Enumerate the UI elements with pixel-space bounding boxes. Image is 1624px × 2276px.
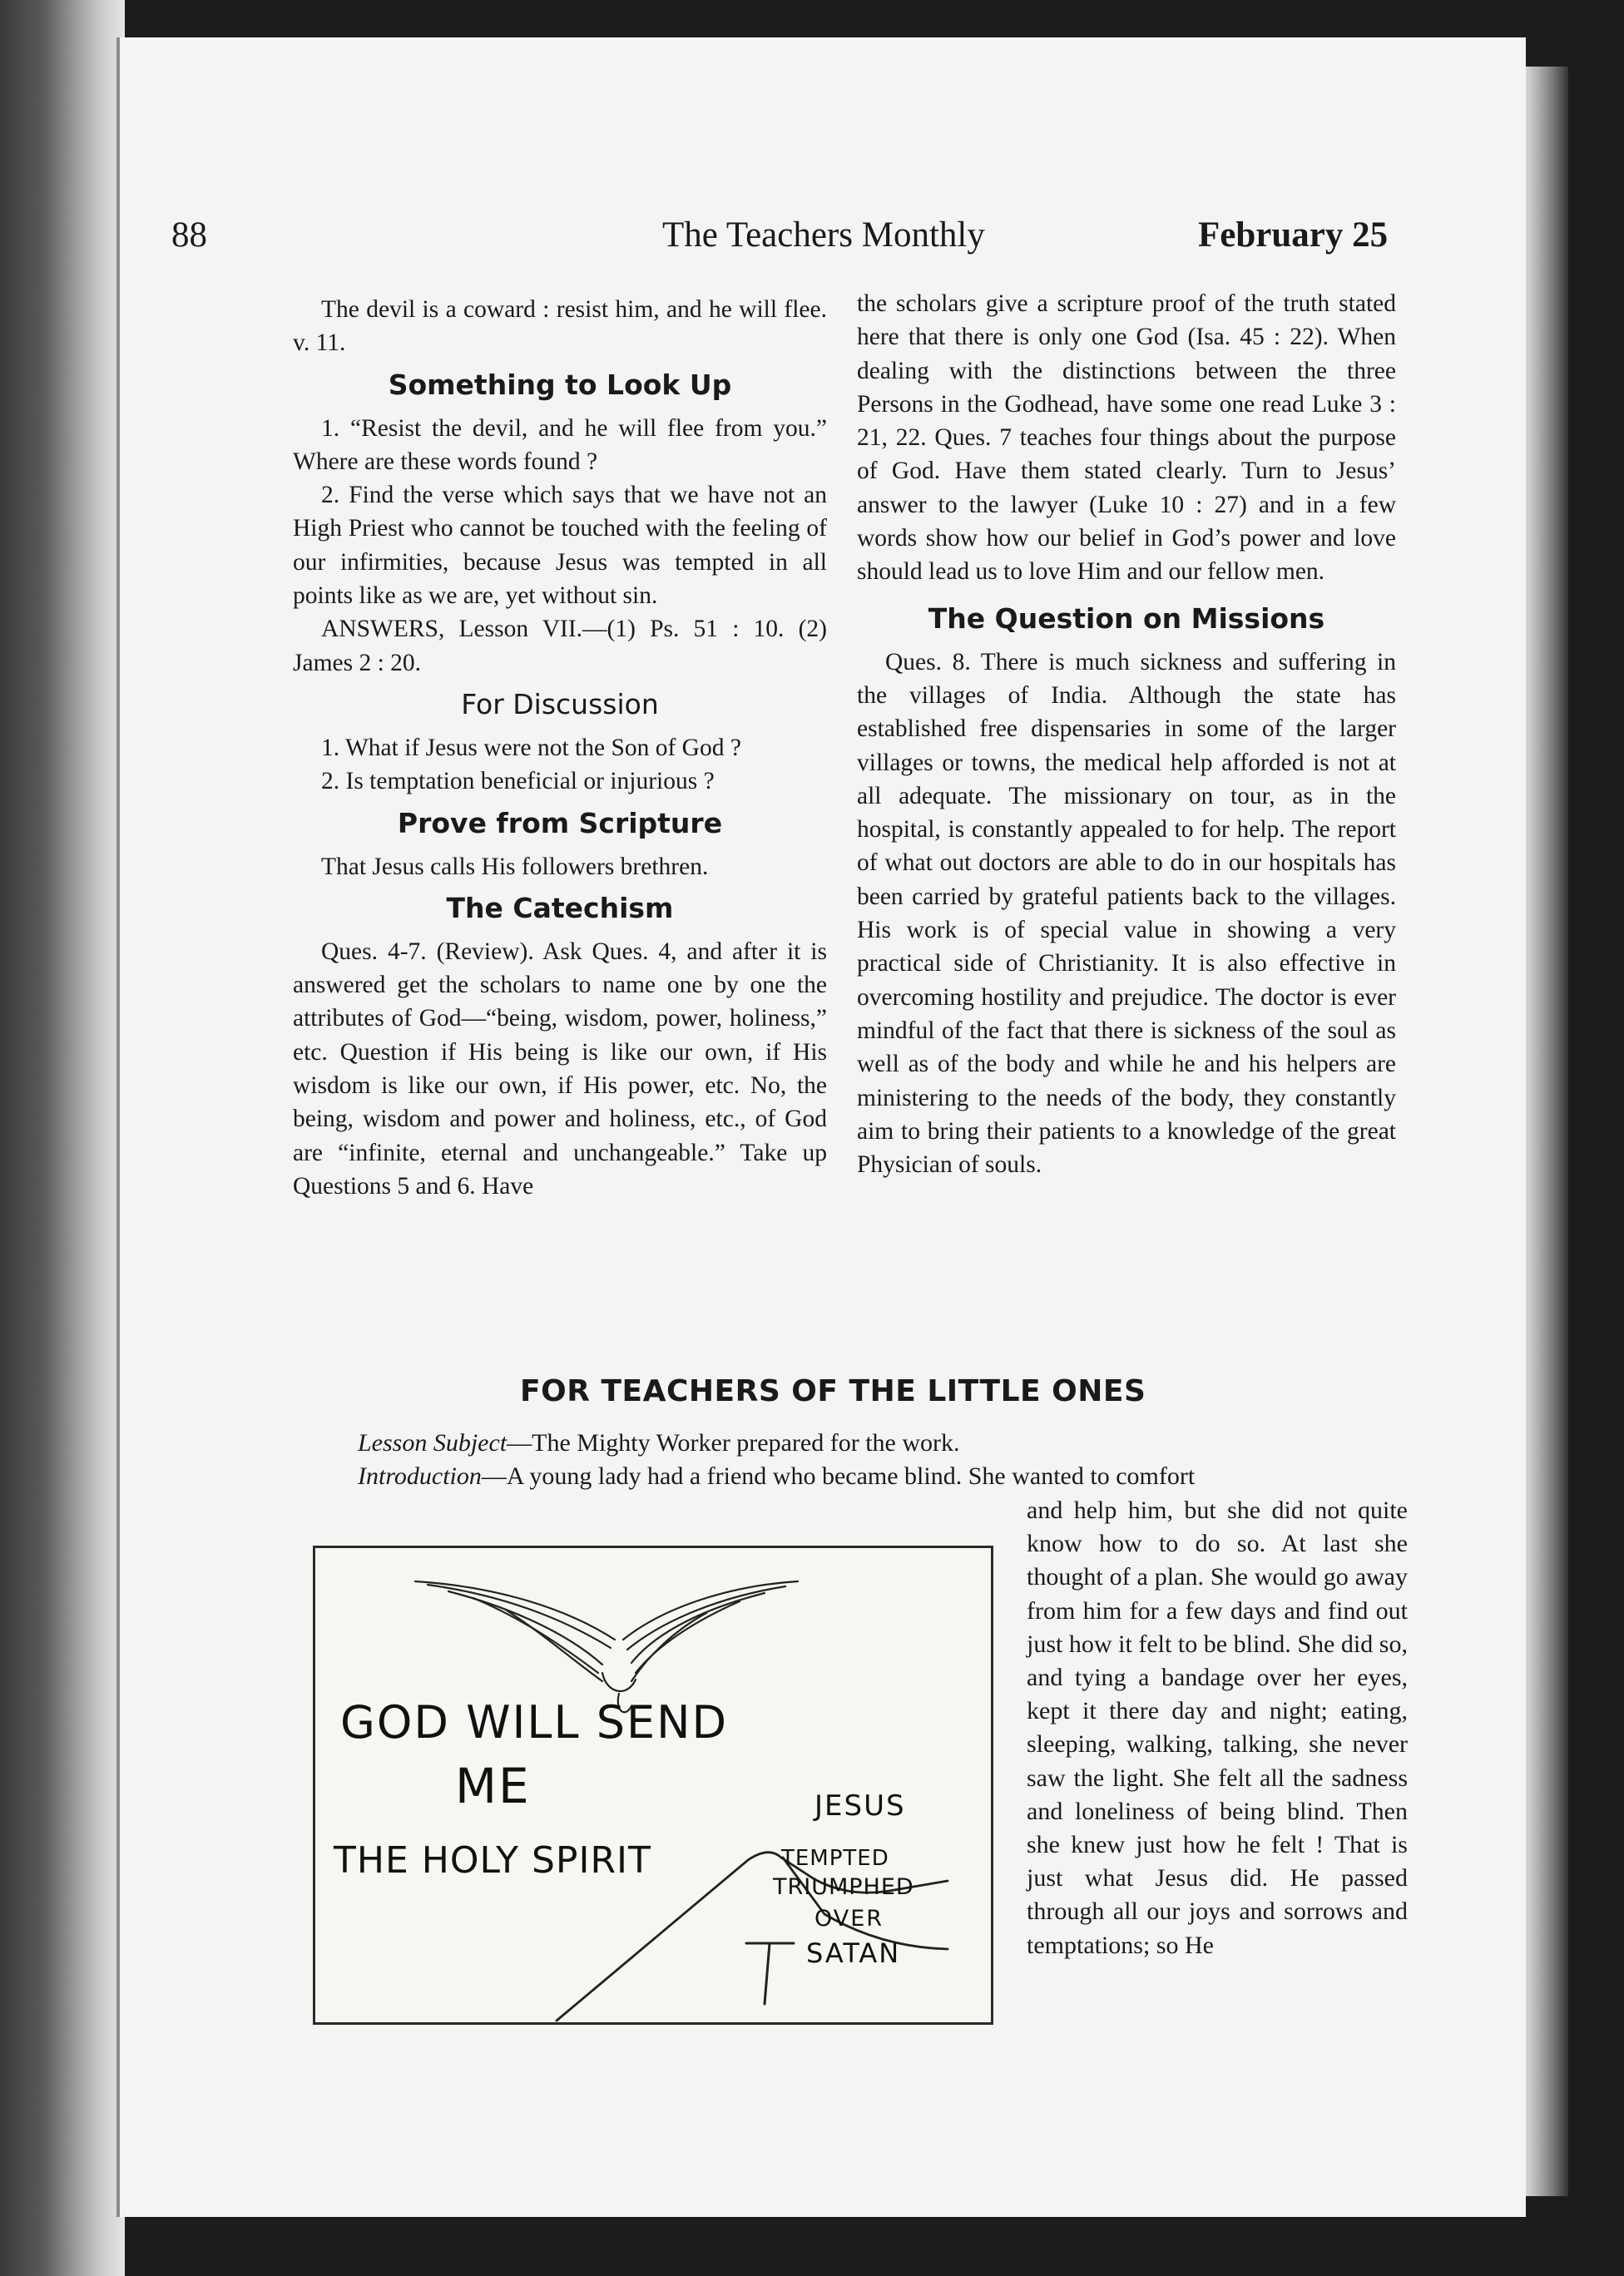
blackboard-drawing bbox=[313, 1546, 993, 2025]
drawing-jesus-label: JESUS bbox=[814, 1789, 906, 1823]
look-up-question-1: 1. “Resist the devil, and he will flee from you.” Where are these words found ? bbox=[293, 414, 827, 475]
drawing-line-2: ME bbox=[455, 1758, 531, 1814]
drawing-line-3: THE HOLY SPIRIT bbox=[334, 1839, 651, 1882]
lesson-subject-label: Lesson Subject bbox=[358, 1429, 508, 1457]
lesson-subject-text: —The Mighty Worker prepared for the work. bbox=[507, 1429, 960, 1457]
book-edge-right bbox=[1518, 67, 1568, 2196]
catechism-continuation: the scholars give a scripture proof of the truth stated here that there is only one God (Isa. 45 : 22). When dealing with the distinctions between the three Persons in the Godhead, have some one read Luke 3 : 21, 22. Ques. 7 teaches four things about the purpose of God. Have them stated clearly. Turn to Jesus’ answer to the lawyer (Luke 10 : 27) and in a few words show how our belief in God’s power and love should lead us to love Him and our fellow men. bbox=[857, 290, 1396, 586]
introduction-line bbox=[358, 1462, 1408, 1491]
introduction-text: —A young lady had a friend who became blind. She wanted to comfort bbox=[481, 1462, 1196, 1490]
missions-text: Ques. 8. There is much sickness and suffering in the villages of India. Although the state has established free dispensaries in some of the larger villages or towns, the medical help afforded is not at all adequate. The missionary on tour, as in the hospital, is constantly appealed to for help. The report of what out doctors are able to do in our hospitals has been carried by grateful patients back to the villages. His work is of special value in showing a very practical side of Christianity. It is also effective in overcoming hostility and prejudice. The doctor is ever mindful of the fact that there is sickness of the soul as well as of the body and while he and his helpers are ministering to the needs of the body, they constantly aim to bring their patients to a knowledge of the great Physician of souls. bbox=[857, 648, 1396, 1179]
introduction-continuation: and help him, but she did not quite know how to do so. At last she thought of a plan. She would go away from him for a few days and find out just how it felt to be blind. She did so, and tying a bandage over her eyes, kept it there day and night; eating, sleeping, walking, talking, she never saw the light. She felt all the sadness and loneliness of being blind. Then she knew just how he felt ! That is just what Jesus did. He passed through all our joys and sorrows and temptations; so He bbox=[1027, 1497, 1408, 1959]
look-up-question-2: 2. Find the verse which says that we have not an High Priest who cannot be touched with the feeling of our infirmities, because Jesus was tempted in all points like as we are, yet without sin. bbox=[293, 482, 827, 610]
heading-look-up: Something to Look Up bbox=[388, 368, 732, 401]
heading-prove: Prove from Scripture bbox=[397, 806, 723, 839]
left-column bbox=[293, 293, 827, 1203]
running-title: The Teachers Monthly bbox=[662, 215, 985, 255]
section-title-little-ones: FOR TEACHERS OF THE LITTLE ONES bbox=[520, 1374, 1146, 1408]
book-binding-left bbox=[0, 0, 125, 2276]
dove-icon bbox=[415, 1581, 798, 1712]
cross-sketch bbox=[746, 1943, 794, 2004]
heading-missions: The Question on Missions bbox=[928, 601, 1325, 635]
intro-paragraph: The devil is a coward : resist him, and he will flee. v. 11. bbox=[293, 296, 827, 357]
catechism-text: Ques. 4-7. (Review). Ask Ques. 4, and after it is answered get the scholars to name one by one the attributes of God—“being, wisdom, power, holiness,” etc. Question if His being is like our own, if His wisdom is like our own, if His power, etc. No, the being, wisdom and power and holiness, etc., of God are “infinite, eternal and unchangeable.” Take up Questions 5 and 6. Have bbox=[293, 938, 827, 1200]
drawing-over: OVER bbox=[814, 1906, 884, 1932]
drawing-satan: SATAN bbox=[806, 1937, 901, 1969]
prove-text: That Jesus calls His followers brethren. bbox=[321, 853, 709, 880]
discussion-question-1: 1. What if Jesus were not the Son of God ? bbox=[321, 734, 741, 761]
drawing-tempted: TEMPTED bbox=[781, 1846, 889, 1871]
answers-paragraph: ANSWERS, Lesson VII.—(1) Ps. 51 : 10. (2) James 2 : 20. bbox=[293, 616, 827, 676]
drawing-triumphed: TRIUMPHED bbox=[773, 1874, 914, 1900]
right-column bbox=[857, 287, 1396, 1181]
lesson-subject-line bbox=[358, 1429, 960, 1457]
running-date: February 25 bbox=[1198, 215, 1389, 255]
introduction-label: Introduction bbox=[358, 1462, 482, 1490]
drawing-line-1: GOD WILL SEND bbox=[340, 1696, 729, 1749]
heading-catechism: The Catechism bbox=[446, 891, 674, 924]
heading-discussion: For Discussion bbox=[461, 687, 659, 720]
page-number: 88 bbox=[171, 215, 207, 255]
discussion-question-2: 2. Is temptation beneficial or injurious ? bbox=[321, 768, 715, 795]
